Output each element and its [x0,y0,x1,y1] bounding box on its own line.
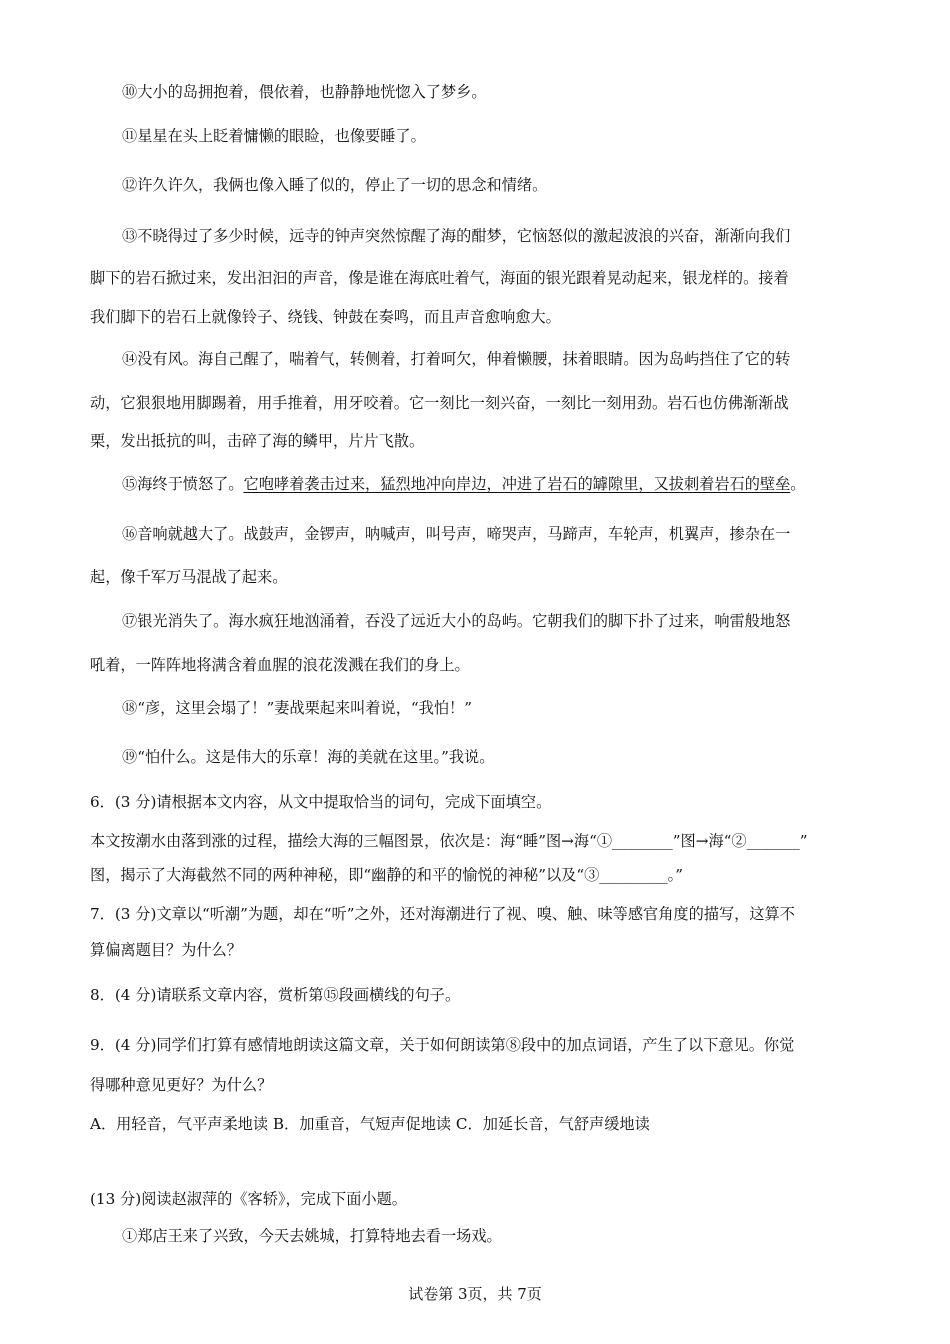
paragraph-16-line-1: ⑯音响就越大了。战鼓声，金锣声，呐喊声，叫号声，啼哭声，马蹄声，车轮声，机翼声，掺杂在一 [122,525,791,543]
paragraph-14-line-3: 栗，发出抵抗的叫，击碎了海的鳞甲，片片飞散。 [90,432,425,450]
question-6-line-1: 6．(3 分)请根据本文内容，从文中提取恰当的词句，完成下面填空。 [90,793,552,811]
question-9-line-1: 9．(4 分)同学们打算有感情地朗读这篇文章，关于如何朗读第⑧段中的加点词语，产生了以下意见。你觉 [90,1036,795,1054]
paragraph-19: ⑲“怕什么。这是伟大的乐章！海的美就在这里。”我说。 [122,748,495,766]
paragraph-14-line-2: 动，它狠狠地用脚踢着，用手推着，用牙咬着。它一刻比一刻兴奋，一刻比一刻用劲。岩石也仿佛渐渐战 [90,394,789,412]
question-6-line-2: 本文按潮水由落到涨的过程，描绘大海的三幅图景，依次是：海“睡”图→海“①________”图→海“②_______” [90,832,808,850]
paragraph-11: ⑪星星在头上眨着慵懒的眼睑，也像要睡了。 [122,127,426,145]
question-7-line-1: 7．(3 分)文章以“听潮”为题，却在“听”之外，还对海潮进行了视、嗅、触、味等感官角度的描写，这算不 [90,905,795,923]
paragraph-15-prefix: ⑮海终于愤怒了。 [122,475,244,493]
paragraph-13-line-3: 我们脚下的岩石上就像铃子、绕钱、钟鼓在奏鸣，而且声音愈响愈大。 [90,308,561,326]
paragraph-14-line-1: ⑭没有风。海自己醒了，喘着气，转侧着，打着呵欠，伸着懒腰，抹着眼睛。因为岛屿挡住了它的转 [122,350,791,368]
paragraph-17-line-1: ⑰银光消失了。海水疯狂地汹涌着，吞没了远近大小的岛屿。它朝我们的脚下扑了过来，响雷般地怒 [122,612,791,630]
paragraph-10: ⑩大小的岛拥抱着，偎依着，也静静地恍惚入了梦乡。 [122,83,487,101]
paragraph-15-underlined-sentence: 它咆哮着袭击过来，猛烈地冲向岸边，冲进了岩石的罅隙里，又拔刺着岩石的壁垒 [243,475,791,493]
question-9-options: A．用轻音，气平声柔地读 B．加重音，气短声促地读 C．加延长音，气舒声缓地读 [90,1115,650,1133]
question-8: 8．(4 分)请联系文章内容，赏析第⑮段画横线的句子。 [90,986,461,1004]
paragraph-13-line-2: 脚下的岩石掀过来，发出汩汩的声音，像是谁在海底吐着气，海面的银光跟着晃动起来，银龙样的。接着 [90,269,789,287]
paragraph-15 [122,473,805,494]
paragraph-12: ⑫许久许久，我俩也像入睡了似的，停止了一切的思念和情绪。 [122,176,548,194]
paragraph-17-line-2: 吼着，一阵阵地将满含着血腥的浪花泼溅在我们的身上。 [90,656,470,674]
paragraph-15-suffix: 。 [790,475,806,493]
question-9-line-2: 得哪种意见更好？为什么？ [90,1076,273,1094]
page-footer: 试卷第 3页，共 7页 [408,1285,542,1303]
section-title: (13 分)阅读赵淑萍的《客轿》，完成下面小题。 [90,1190,407,1208]
paragraph-13-line-1: ⑬不晓得过了多少时候，远寺的钟声突然惊醒了海的酣梦，它恼怒似的激起波浪的兴奋，渐渐向我们 [122,227,791,245]
question-7-line-2: 算偏离题目？为什么？ [90,941,242,959]
paragraph-16-line-2: 起，像千军万马混战了起来。 [90,568,288,586]
section-paragraph-1: ①郑店王来了兴致，今天去姚城，打算特地去看一场戏。 [122,1227,502,1245]
question-6-line-3: 图，揭示了大海截然不同的两种神秘，即“幽静的和平的愉悦的神秘”以及“③_________。” [90,866,683,884]
paragraph-18: ⑱“彦，这里会塌了！”妻战栗起来叫着说，“我怕！” [122,699,472,717]
